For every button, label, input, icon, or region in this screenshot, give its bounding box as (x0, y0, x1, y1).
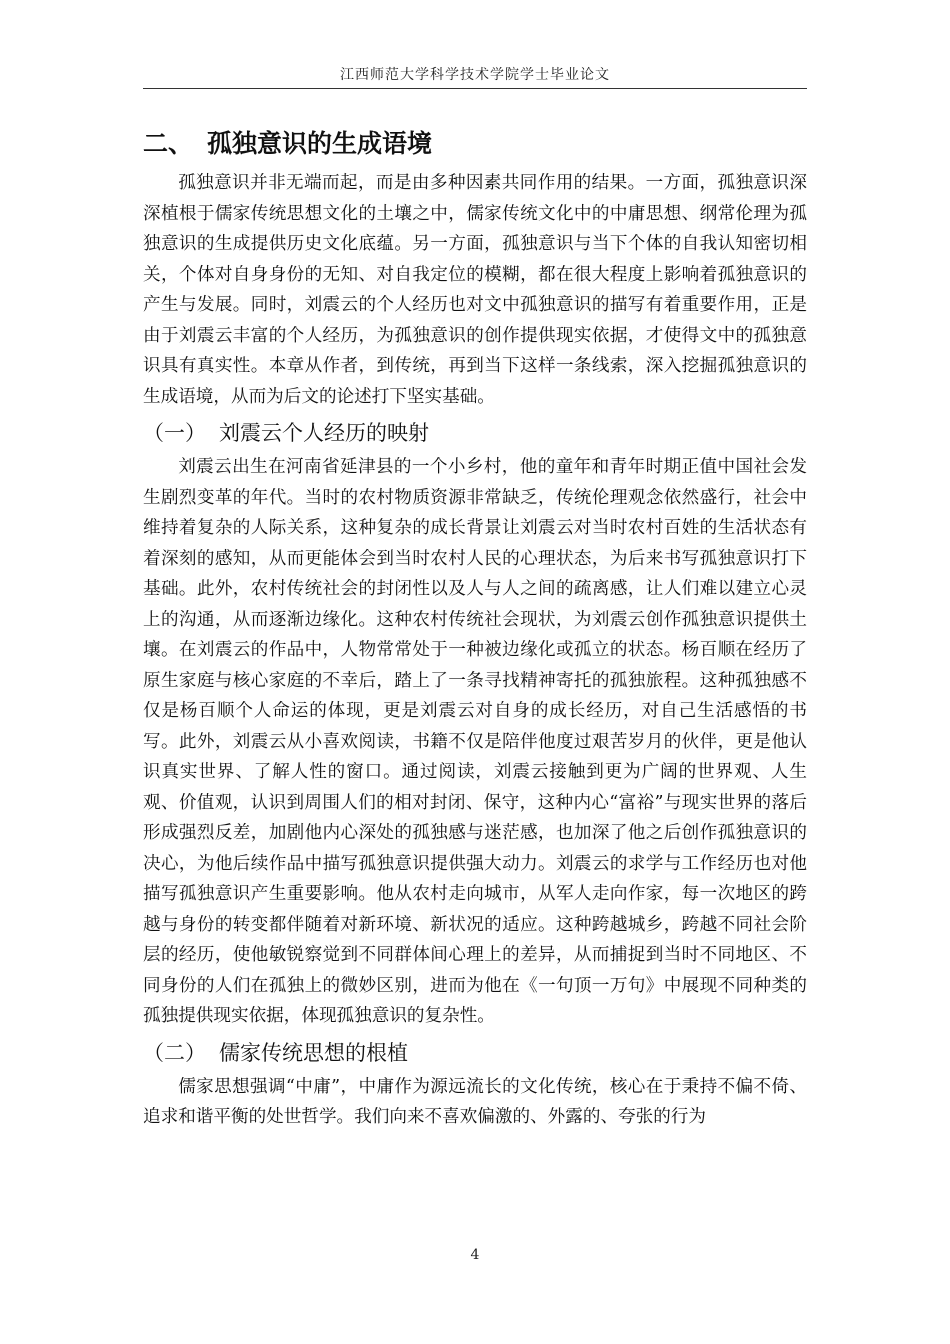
chapter-heading (143, 124, 807, 164)
section-number: （一） (143, 421, 206, 445)
section-heading-1 (143, 416, 807, 450)
section-title: 刘震云个人经历的映射 (219, 421, 429, 445)
page-body (143, 124, 807, 1133)
section-number: （二） (143, 1040, 206, 1065)
section-title: 儒家传统思想的根植 (219, 1040, 408, 1065)
running-header: 江西师范大学科学技术学院学士毕业论文 (340, 67, 610, 83)
chapter-title: 孤独意识的生成语境 (207, 129, 433, 158)
intro-paragraph: 孤独意识并非无端而起，而是由多种因素共同作用的结果。一方面，孤独意识深深植根于儒家传统思想文化的土壤之中，儒家传统文化中的中庸思想、纲常伦理为孤独意识的生成提供历史文化底蕴。另一方面，孤独意识与当下个体的自我认知密切相关，个体对自身身份的无知、对自我定位的模糊，都在很大程度上影响着孤独意识的产生与发展。同时，刘震云的个人经历也对文中孤独意识的描写有着重要作用，正是由于刘震云丰富的个人经历，为孤独意识的创作提供现实依据，才使得文中的孤独意识具有真实性。本章从作者，到传统，再到当下这样一条线索，深入挖掘孤独意识的生成语境，从而为后文的论述打下坚实基础。 (143, 173, 807, 407)
section-1-paragraph: 刘震云出生在河南省延津县的一个小乡村，他的童年和青年时期正值中国社会发生剧烈变革的年代。当时的农村物质资源非常缺乏，传统伦理观念依然盛行，社会中维持着复杂的人际关系，这种复杂的成长背景让刘震云对当时农村百姓的生活状态有着深刻的感知，从而更能体会到当时农村人民的心理状态，为后来书写孤独意识打下基础。此外，农村传统社会的封闭性以及人与人之间的疏离感，让人们难以建立心灵上的沟通，从而逐渐边缘化。这种农村传统社会现状，为刘震云创作孤独意识提供土壤。在刘震云的作品中，人物常常处于一种被边缘化或孤立的状态。杨百顺在经历了原生家庭与核心家庭的不幸后，踏上了一条寻找精神寄托的孤独旅程。这种孤独感不仅是杨百顺个人命运的体现，更是刘震云对自身的成长经历，对自己生活感悟的书写。此外，刘震云从小喜欢阅读，书籍不仅是陪伴他度过艰苦岁月的伙伴，更是他认识真实世界、了解人性的窗口。通过阅读，刘震云接触到更为广阔的世界观、人生观、价值观，认识到周围人们的相对封闭、保守，这种内心“富裕”与现实世界的落后形成强烈反差，加剧他内心深处的孤独感与迷茫感，也加深了他之后创作孤独意识的决心，为他后续作品中描写孤独意识提供强大动力。刘震云的求学与工作经历也对他描写孤独意识产生重要影响。他从农村走向城市，从军人走向作家，每一次地区的跨越与身份的转变都伴随着对新环境、新状况的适应。这种跨越城乡，跨越不同社会阶层的经历，使他敏锐察觉到不同群体间心理上的差异，从而捕捉到当时不同地区、不同身份的人们在孤独上的微妙区别，进而为他在《一句顶一万句》中展现不同种类的孤独提供现实依据，体现孤独意识的复杂性。 (143, 457, 807, 1026)
section-2-paragraph: 儒家思想强调“中庸”，中庸作为源远流长的文化传统，核心在于秉持不偏不倚、追求和谐平衡的处世哲学。我们向来不喜欢偏激的、外露的、夸张的行为 (143, 1076, 807, 1127)
page-number: 4 (470, 1247, 480, 1263)
header-divider (143, 88, 807, 89)
chapter-number: 二、 (143, 129, 194, 158)
section-heading-2 (143, 1036, 807, 1070)
